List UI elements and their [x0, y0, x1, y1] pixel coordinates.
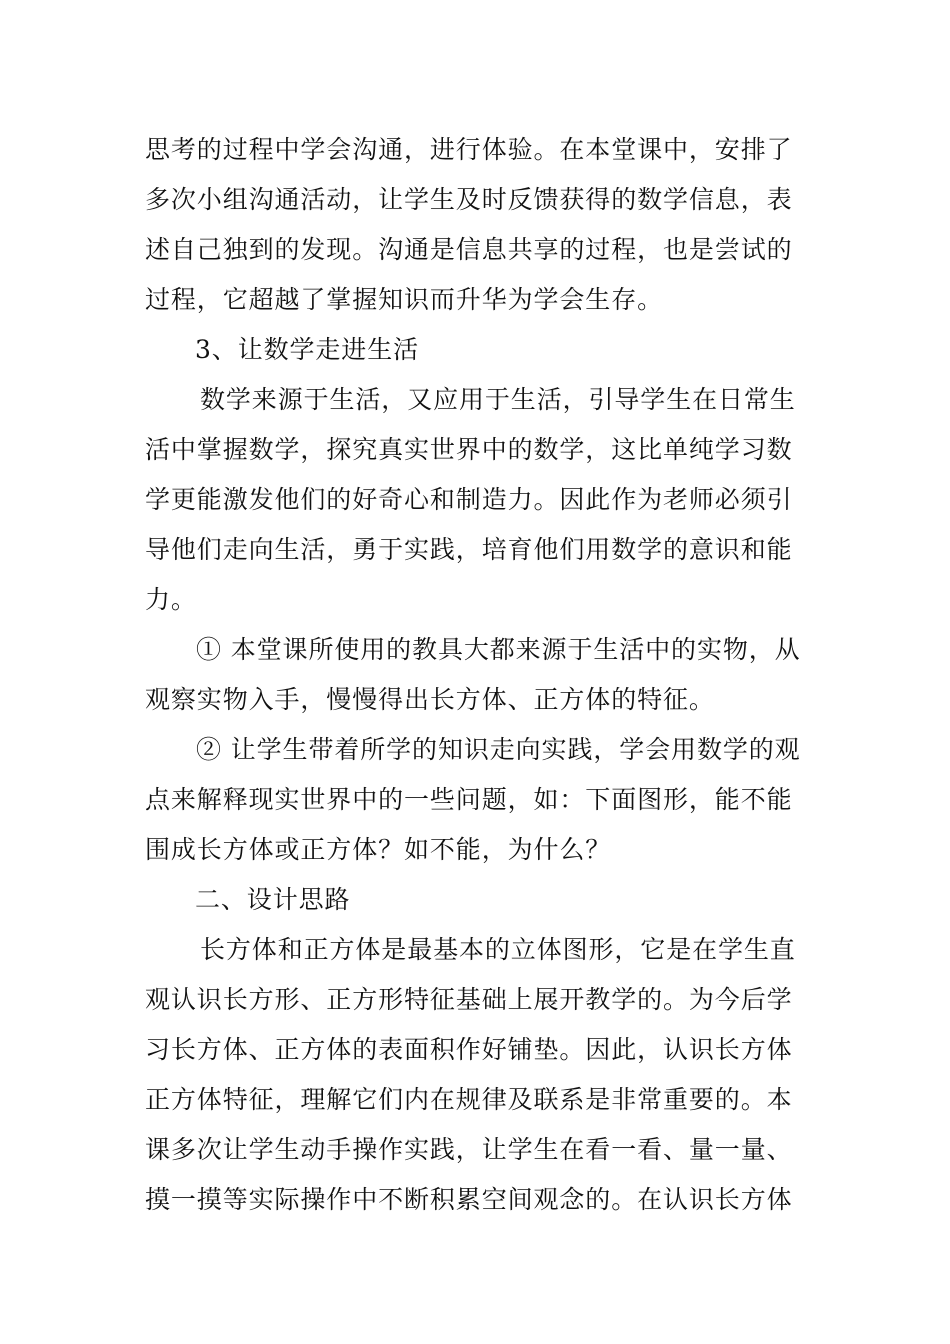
text-line-12: 观察实物入手，慢慢得出长方体、正方体的特征。: [145, 685, 715, 714]
text-line-21: 课多次让学生动手操作实践，让学生在看一看、量一量、: [145, 1135, 793, 1164]
text-line-7: 活中掌握数学，探究真实世界中的数学，这比单纯学习数: [145, 435, 793, 464]
text-line-4: 过程，它超越了掌握知识而升华为学会生存。: [145, 285, 664, 314]
text-line-10: 力。: [145, 585, 197, 614]
text-line-1: 思考的过程中学会沟通，进行体验。在本堂课中，安排了: [145, 135, 793, 164]
list-item-1: ① 本堂课所使用的教具大都来源于生活中的实物，从: [196, 635, 801, 664]
section-heading-3: 3、让数学走进生活: [195, 335, 420, 364]
text-line-20: 正方体特征，理解它们内在规律及联系是非常重要的。本: [145, 1085, 793, 1114]
text-line-6: 数学来源于生活，又应用于生活，引导学生在日常生: [200, 385, 796, 414]
section-heading-design: 二、设计思路: [195, 885, 351, 914]
text-line-18: 观认识长方形、正方形特征基础上展开教学的。为今后学: [145, 985, 793, 1014]
text-line-14: 点来解释现实世界中的一些问题，如：下面图形，能不能: [145, 785, 793, 814]
text-line-9: 导他们走向生活，勇于实践，培育他们用数学的意识和能: [145, 535, 793, 564]
text-line-22: 摸一摸等实际操作中不断积累空间观念的。在认识长方体: [145, 1185, 793, 1214]
text-line-15: 围成长方体或正方体？如不能，为什么？: [145, 835, 612, 864]
text-line-3: 述自己独到的发现。沟通是信息共享的过程，也是尝试的: [145, 235, 793, 264]
text-line-19: 习长方体、正方体的表面积作好铺垫。因此，认识长方体: [145, 1035, 793, 1064]
text-line-2: 多次小组沟通活动，让学生及时反馈获得的数学信息，表: [145, 185, 793, 214]
text-line-8: 学更能激发他们的好奇心和制造力。因此作为老师必须引: [145, 485, 793, 514]
list-item-2: ② 让学生带着所学的知识走向实践，学会用数学的观: [196, 735, 801, 764]
text-line-17: 长方体和正方体是最基本的立体图形，它是在学生直: [200, 935, 796, 964]
